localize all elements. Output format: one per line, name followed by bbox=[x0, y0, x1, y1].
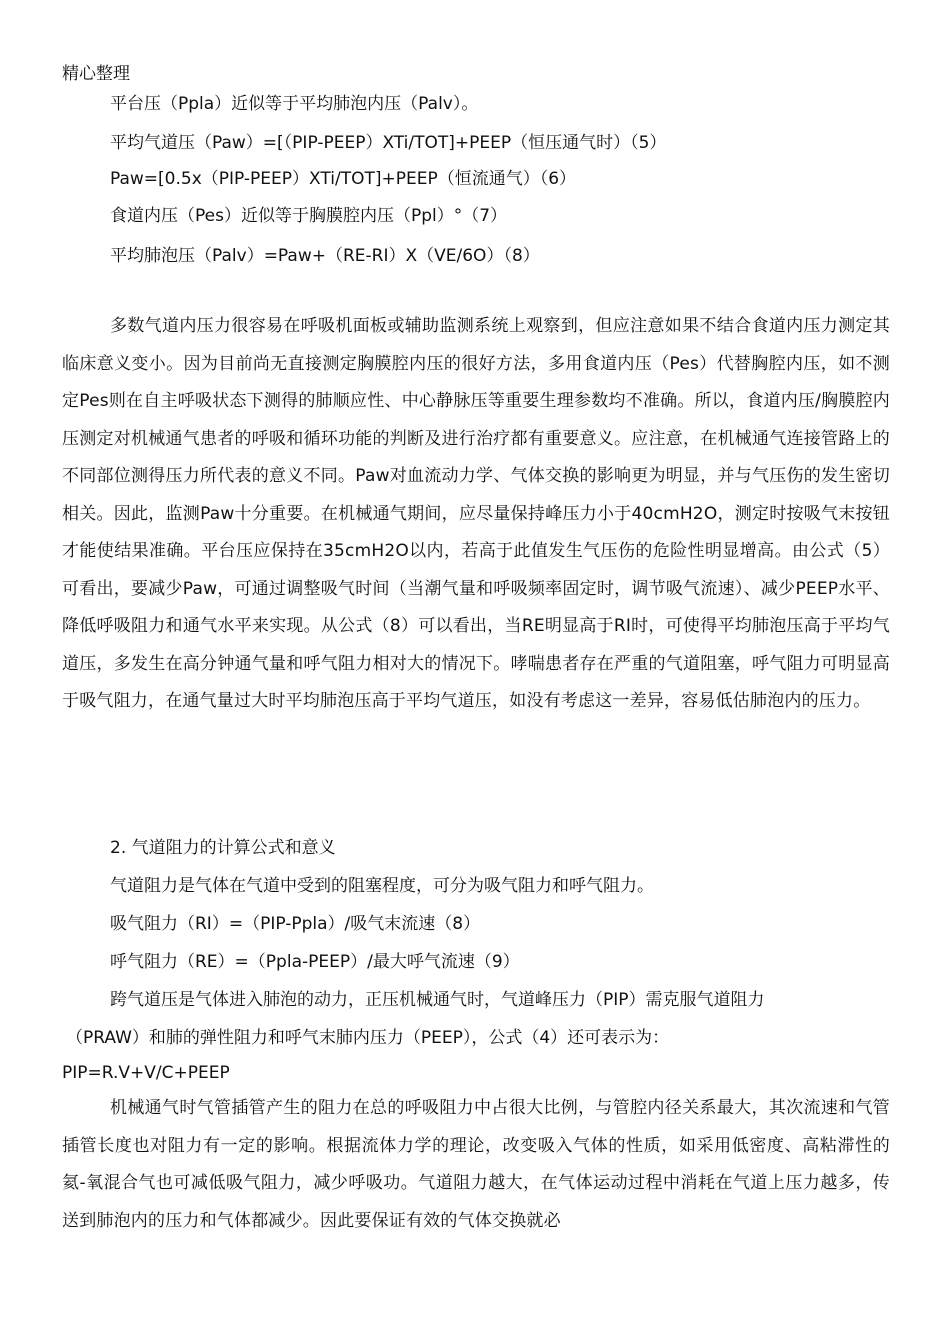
formula-line-paw-constant-flow: Paw=[0.5x（PIP-PEEP）XTi/TOT]+PEEP（恒流通气）（6） bbox=[110, 169, 577, 189]
section-2-definition: 气道阻力是气体在气道中受到的阻塞程度，可分为吸气阻力和呼气阻力。 bbox=[110, 876, 654, 896]
formula-line-re: 呼气阻力（RE）=（Ppla-PEEP）/最大呼气流速（9） bbox=[110, 952, 520, 972]
paragraph-airway-pressure: 多数气道内压力很容易在呼吸机面板或辅助监测系统上观察到，但应注意如果不结合食道内压力测定其临床意义变小。因为目前尚无直接测定胸膜腔内压的很好方法，多用食道内压（Pes）代替胸腔内压，如不测定Pes则在自主呼吸状态下测得的肺顺应性、中心静脉压等重要生理参数均不准确。所以，食道内压/胸膜腔内压测定对机械通气患者的呼吸和循环功能的判断及进行治疗都有重要意义。应注意，在机械通气连接管路上的不同部位测得压力所代表的意义不同。Paw对血流动力学、气体交换的影响更为明显，并与气压伤的发生密切相关。因此，监测Paw十分重要。在机械通气期间，应尽量保持峰压力小于40cmH2O，测定时按吸气末按钮才能使结果准确。平台压应保持在35cmH2O以内，若高于此值发生气压伤的危险性明显增高。由公式（5）可看出，要减少Paw，可通过调整吸气时间（当潮气量和呼吸频率固定时，调节吸气流速）、减少PEEP水平、降低呼吸阻力和通气水平来实现。从公式（8）可以看出，当RE明显高于RI时，可使得平均肺泡压高于平均气道压，多发生在高分钟通气量和呼气阻力相对大的情况下。哮喘患者存在严重的气道阻塞，呼气阻力可明显高于吸气阻力，在通气量过大时平均肺泡压高于平均气道压，如没有考虑这一差异，容易低估肺泡内的压力。 bbox=[62, 316, 890, 711]
formula-line-paw-constant-pressure: 平均气道压（Paw）=[（PIP-PEEP）XTi/TOT]+PEEP（恒压通气时）（5） bbox=[110, 133, 667, 153]
formula-line-pip: PIP=R.V+V/C+PEEP bbox=[62, 1063, 230, 1083]
section-2-title: 2. 气道阻力的计算公式和意义 bbox=[110, 838, 336, 858]
formula-line-ppla: 平台压（Ppla）近似等于平均肺泡内压（Palv）。 bbox=[110, 94, 479, 114]
paragraph-tube-resistance: 机械通气时气管插管产生的阻力在总的呼吸阻力中占很大比例，与管腔内径关系最大，其次流速和气管插管长度也对阻力有一定的影响。根据流体力学的理论，改变吸入气体的性质，如采用低密度、高粘滞性的氦-氧混合气也可减低吸气阻力，减少呼吸功。气道阻力越大，在气体运动过程中消耗在气道上压力越多，传送到肺泡内的压力和气体都减少。因此要保证有效的气体交换就必 bbox=[62, 1098, 890, 1231]
page-header: 精心整理 bbox=[62, 64, 130, 84]
formula-line-ri: 吸气阻力（RI）=（PIP-Ppla）/吸气末流速（8） bbox=[110, 914, 481, 934]
formula-line-palv: 平均肺泡压（Palv）=Paw+（RE-RI）X（VE/6O）（8） bbox=[110, 246, 540, 266]
transairway-pressure-line: 跨气道压是气体进入肺泡的动力，正压机械通气时，气道峰压力（PIP）需克服气道阻力 bbox=[110, 990, 765, 1010]
transairway-pressure-continuation: （PRAW）和肺的弹性阻力和呼气末肺内压力（PEEP），公式（4）还可表示为： bbox=[66, 1028, 670, 1048]
formula-line-pes: 食道内压（Pes）近似等于胸膜腔内压（Ppl）°（7） bbox=[110, 206, 508, 226]
